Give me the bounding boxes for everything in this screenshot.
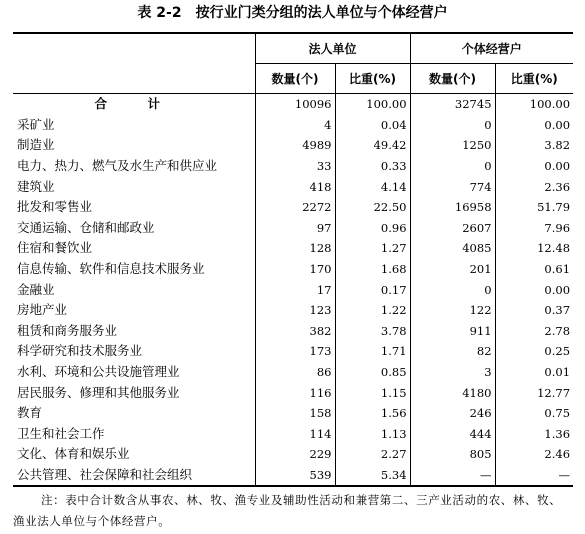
- self-employed-share-cell: 7.96: [495, 218, 573, 239]
- legal-entity-share-cell: 49.42: [335, 135, 410, 156]
- legal-entity-share-cell: 1.68: [335, 259, 410, 280]
- self-employed-share-cell: 3.82: [495, 135, 573, 156]
- self-employed-share-cell: 51.79: [495, 197, 573, 218]
- industry-name-cell: 租赁和商务服务业: [17, 322, 118, 338]
- legal-entity-share-cell: 1.27: [335, 238, 410, 259]
- table-title: [0, 4, 585, 22]
- industry-name-cell: 交通运输、仓储和邮政业: [17, 219, 155, 235]
- legal-entity-share-cell: 1.13: [335, 424, 410, 445]
- table-row: [13, 115, 573, 136]
- industry-name-cell: 住宿和餐饮业: [17, 240, 93, 256]
- self-employed-count-cell: 201: [410, 259, 495, 280]
- legal-entity-count-cell: 170: [255, 259, 335, 280]
- table-row: [13, 341, 573, 362]
- table-row: [13, 424, 573, 445]
- legal-entity-share-cell: 0.85: [335, 362, 410, 383]
- legal-entity-share-cell: 2.27: [335, 444, 410, 465]
- subheader-count: 数量(个): [410, 64, 495, 94]
- legal-entity-share-cell: 0.33: [335, 156, 410, 177]
- legal-entity-share-cell: 1.15: [335, 382, 410, 403]
- table-row: [13, 259, 573, 280]
- legal-entity-share-cell: 0.96: [335, 218, 410, 239]
- table-row: [13, 382, 573, 403]
- industry-name-cell: 合 计: [94, 96, 174, 112]
- table-row: [13, 444, 573, 465]
- legal-entity-share-cell: 1.22: [335, 300, 410, 321]
- legal-entity-count-cell: 128: [255, 238, 335, 259]
- table-row: [13, 176, 573, 197]
- industry-name-cell: 公共管理、社会保障和社会组织: [13, 465, 255, 487]
- subheader-share: 比重(%): [495, 64, 573, 94]
- self-employed-count-cell: 2607: [410, 218, 495, 239]
- self-employed-count-cell: 0: [410, 156, 495, 177]
- industry-header-cell: [13, 33, 255, 94]
- self-employed-count-cell: 911: [410, 321, 495, 342]
- table-number: 表 2-2: [137, 5, 182, 21]
- self-employed-count-cell: 4085: [410, 238, 495, 259]
- self-employed-share-cell: —: [495, 465, 573, 487]
- table-header: [13, 33, 573, 94]
- legal-entity-count-cell: 173: [255, 341, 335, 362]
- legal-entity-share-cell: 5.34: [335, 465, 410, 487]
- group-header-self-employed: 个体经营户: [410, 33, 573, 64]
- table-row: [13, 156, 573, 177]
- table-row: [13, 135, 573, 156]
- self-employed-count-cell: 16958: [410, 197, 495, 218]
- subheader-share: 比重(%): [335, 64, 410, 94]
- legal-entity-count-cell: 17: [255, 279, 335, 300]
- self-employed-count-cell: —: [410, 465, 495, 487]
- industry-name-cell: 信息传输、软件和信息技术服务业: [17, 261, 205, 277]
- legal-entity-count-cell: 123: [255, 300, 335, 321]
- table-row: [13, 403, 573, 424]
- legal-entity-count-cell: 418: [255, 176, 335, 197]
- industry-name-cell: 采矿业: [17, 116, 55, 132]
- industry-name-cell: 批发和零售业: [17, 199, 93, 215]
- legal-entity-share-cell: 100.00: [335, 94, 410, 115]
- self-employed-share-cell: 1.36: [495, 424, 573, 445]
- legal-entity-count-cell: 33: [255, 156, 335, 177]
- table-body: [13, 94, 573, 487]
- self-employed-share-cell: 0.01: [495, 362, 573, 383]
- industry-name-cell: 卫生和社会工作: [17, 425, 105, 441]
- industry-name-cell: 电力、热力、燃气及水生产和供应业: [17, 158, 218, 174]
- self-employed-share-cell: 2.46: [495, 444, 573, 465]
- legal-entity-share-cell: 22.50: [335, 197, 410, 218]
- self-employed-share-cell: 0.00: [495, 156, 573, 177]
- industry-name-cell: 教育: [17, 405, 43, 421]
- self-employed-count-cell: 122: [410, 300, 495, 321]
- table-row: [13, 321, 573, 342]
- self-employed-share-cell: 2.36: [495, 176, 573, 197]
- legal-entity-count-cell: 158: [255, 403, 335, 424]
- self-employed-count-cell: 3: [410, 362, 495, 383]
- legal-entity-count-cell: 97: [255, 218, 335, 239]
- self-employed-share-cell: 0.25: [495, 341, 573, 362]
- total-row: [13, 94, 573, 115]
- industry-name-cell: 金融业: [17, 281, 55, 297]
- self-employed-share-cell: 0.61: [495, 259, 573, 280]
- legal-entity-count-cell: 4: [255, 115, 335, 136]
- self-employed-count-cell: 246: [410, 403, 495, 424]
- legal-entity-share-cell: 1.56: [335, 403, 410, 424]
- legal-entity-count-cell: 86: [255, 362, 335, 383]
- legal-entity-share-cell: 0.04: [335, 115, 410, 136]
- subheader-count: 数量(个): [255, 64, 335, 94]
- industry-name-cell: 文化、体育和娱乐业: [17, 446, 130, 462]
- legal-entity-count-cell: 10096: [255, 94, 335, 115]
- legal-entity-count-cell: 539: [255, 465, 335, 487]
- table-row: [13, 300, 573, 321]
- self-employed-count-cell: 82: [410, 341, 495, 362]
- legal-entity-share-cell: 3.78: [335, 321, 410, 342]
- self-employed-count-cell: 805: [410, 444, 495, 465]
- legal-entity-count-cell: 382: [255, 321, 335, 342]
- legal-entity-count-cell: 114: [255, 424, 335, 445]
- table-row: [13, 465, 573, 487]
- table-note: 注：表中合计数含从事农、林、牧、渔专业及辅助性活动和兼营第二、三产业活动的农、林、牧、渔业法人单位与个体经营户。: [13, 493, 562, 528]
- self-employed-count-cell: 0: [410, 279, 495, 300]
- industry-name-cell: 制造业: [17, 137, 55, 153]
- self-employed-count-cell: 444: [410, 424, 495, 445]
- table-row: [13, 279, 573, 300]
- statistics-table: [13, 32, 573, 487]
- self-employed-share-cell: 0.00: [495, 279, 573, 300]
- legal-entity-count-cell: 229: [255, 444, 335, 465]
- self-employed-share-cell: 0.37: [495, 300, 573, 321]
- table-row: [13, 362, 573, 383]
- self-employed-count-cell: 0: [410, 115, 495, 136]
- table-row: [13, 238, 573, 259]
- legal-entity-share-cell: 4.14: [335, 176, 410, 197]
- industry-name-cell: 建筑业: [17, 178, 55, 194]
- legal-entity-share-cell: 0.17: [335, 279, 410, 300]
- industry-name-cell: 水利、环境和公共设施管理业: [17, 364, 180, 380]
- table-row: [13, 197, 573, 218]
- industry-name-cell: 科学研究和技术服务业: [17, 343, 143, 359]
- self-employed-share-cell: 0.00: [495, 115, 573, 136]
- self-employed-count-cell: 1250: [410, 135, 495, 156]
- table-title-text: 按行业门类分组的法人单位与个体经营户: [195, 5, 448, 21]
- industry-name-cell: 居民服务、修理和其他服务业: [17, 384, 180, 400]
- legal-entity-share-cell: 1.71: [335, 341, 410, 362]
- legal-entity-count-cell: 4989: [255, 135, 335, 156]
- self-employed-share-cell: 12.48: [495, 238, 573, 259]
- industry-name-cell: 房地产业: [17, 302, 68, 318]
- self-employed-share-cell: 2.78: [495, 321, 573, 342]
- self-employed-share-cell: 12.77: [495, 382, 573, 403]
- self-employed-count-cell: 774: [410, 176, 495, 197]
- legal-entity-count-cell: 2272: [255, 197, 335, 218]
- self-employed-count-cell: 32745: [410, 94, 495, 115]
- table-row: [13, 218, 573, 239]
- self-employed-share-cell: 100.00: [495, 94, 573, 115]
- self-employed-share-cell: 0.75: [495, 403, 573, 424]
- group-header-legal-entities: 法人单位: [255, 33, 410, 64]
- legal-entity-count-cell: 116: [255, 382, 335, 403]
- self-employed-count-cell: 4180: [410, 382, 495, 403]
